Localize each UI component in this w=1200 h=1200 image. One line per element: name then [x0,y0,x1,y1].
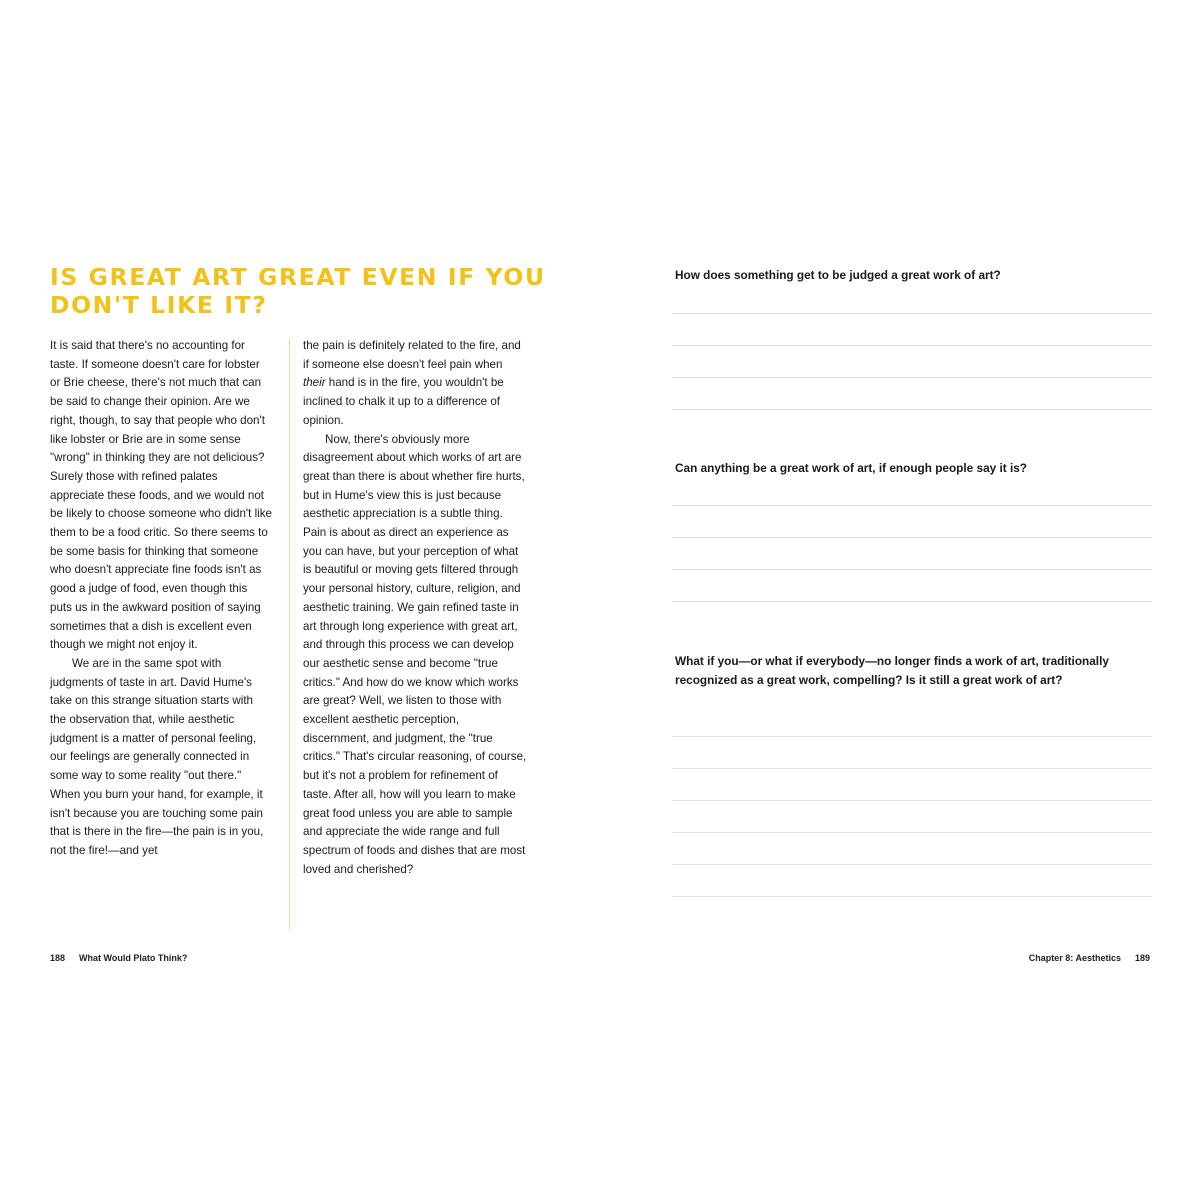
question-3: What if you—or what if everybody—no longer finds a work of art, traditionally recognized as a great work, compelling? Is it still a great work of art? [675,654,1109,687]
answer-lines-2 [672,505,1152,633]
paragraph: We are in the same spot with judgments of taste in art. David Hume's take on this strange situation starts with the observation that, while aesthetic judgment is a matter of personal feeling, our feelings are generally connected in some way to some reality "out there." When you burn your hand, for example, it isn't because you are touching some pain that is there in the fire—the pain is in you, not the fire!—and yet [50,656,264,857]
writing-line [672,832,1152,833]
writing-line [672,896,1152,897]
chapter-title: Chapter 8: Aesthetics [1028,953,1121,963]
right-page [600,0,1200,1200]
paragraph: Now, there's obviously more disagreement about which works of art are great than there is about whether fire hurts, but in Hume's view this is just because aesthetic appreciation is a subtle thing. Pain is about as direct an experience as you can have, but your perception of what is beautiful or moving gets filtered through your personal history, culture, religion, and aesthetic training. We gain refined taste in art through long experience with great art, and through this process we can develop our aesthetic sense and become "true critics." And how do we know which works are great? Well, we listen to those with excellent aesthetic perception, discernment, and judgment, the "true critics." That's circular reasoning, of course, but it's not a problem for refinement of taste. After all, how will you learn to make great food unless you are able to sample and appreciate the wide range and full spectrum of foods and dishes that are most loved and cherished? [303,432,527,876]
folio-left [50,953,187,963]
writing-line [672,345,1152,346]
writing-line [672,409,1152,410]
writing-line [672,864,1152,865]
heading-line-2: DON'T LIKE IT? [50,291,268,319]
writing-line [672,736,1152,737]
section-heading [50,263,550,319]
answer-lines-1 [672,313,1152,441]
question-2: Can anything be a great work of art, if enough people say it is? [675,461,1027,475]
writing-line [672,601,1152,602]
writing-line [672,800,1152,801]
writing-line [672,537,1152,538]
paragraph [303,337,528,431]
writing-line [672,768,1152,769]
writing-line [672,505,1152,506]
book-title: What Would Plato Think? [79,953,188,963]
page-number: 188 [50,953,66,963]
page-number: 189 [1134,953,1150,963]
paragraph: It is said that there's no accounting for taste. If someone doesn't care for lobster or Brie cheese, there's not much that can be said to change their opinion. Are we right, though, to say that people who don't like lobster or Brie are in some sense "wrong" in thinking they are not delicious? Surely those with refined palates appreciate these foods, and we would not be likely to choose someone who didn't like them to be a food critic. So there seems to be some basis for thinking that someone who doesn't appreciate fine foods isn't as good a judge of food, even though this puts us in the awkward position of saying sometimes that a dish is excellent even though we might not enjoy it. [50,339,272,652]
folio-right [1029,953,1150,963]
question-1: How does something get to be judged a great work of art? [675,268,1001,282]
text-column-2 [303,337,528,879]
paragraph-text: the pain is definitely related to the fire, and if someone else doesn't feel pain when [303,339,521,371]
writing-line [672,313,1152,314]
text-column-1 [50,337,272,861]
answer-lines-3 [672,736,1152,928]
writing-line [672,569,1152,570]
column-divider [289,340,290,930]
writing-line [672,377,1152,378]
heading-line-1: IS GREAT ART GREAT EVEN IF YOU [50,263,546,291]
paragraph-text: hand is in the fire, you wouldn't be inclined to chalk it up to a difference of opinion. [303,376,504,427]
emphasis-text: their [303,376,326,390]
